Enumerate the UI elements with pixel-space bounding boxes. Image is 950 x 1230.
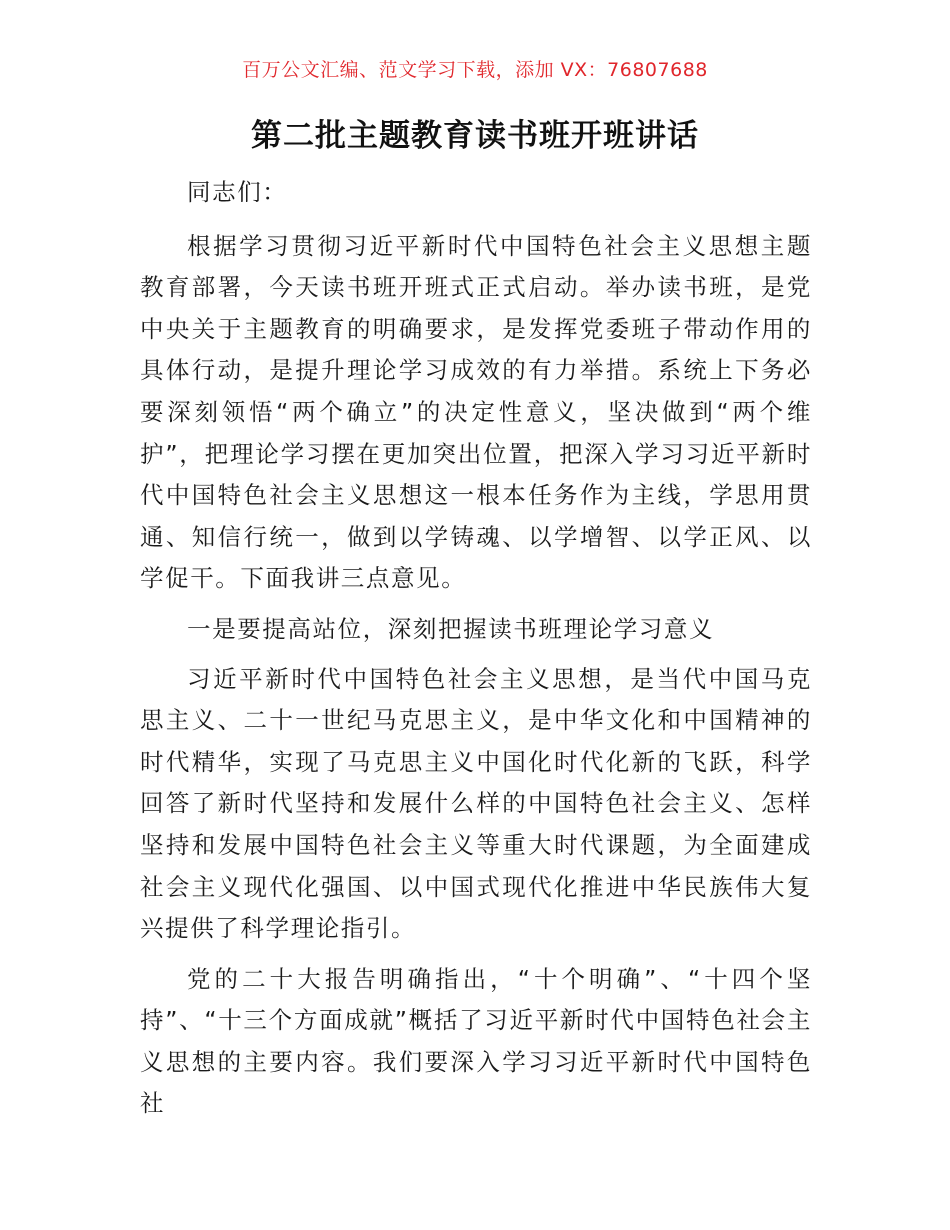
paragraph-theory: 习近平新时代中国特色社会主义思想，是当代中国马克思主义、二十一世纪马克思主义，是中华文化和中国精神的时代精华，实现了马克思主义中国化时代化新的飞跃，科学回答了新时代坚持和发展什么样的中国特色社会主义、怎样坚持和发展中国特色社会主义等重大时代课题，为全面建成社会主义现代化强国、以中国式现代化推进中华民族伟大复兴提供了科学理论指引。 [140, 664, 812, 943]
salutation: 同志们： [187, 178, 288, 206]
paragraph-intro: 根据学习贯彻习近平新时代中国特色社会主义思想主题教育部署，今天读书班开班式正式启动。举办读书班，是党中央关于主题教育的明确要求，是发挥党委班子带动作用的具体行动，是提升理论学习成效的有力举措。系统上下务必要深刻领悟“两个确立”的决定性意义，坚决做到“两个维护”，把理论学习摆在更加突出位置，把深入学习习近平新时代中国特色社会主义思想这一根本任务作为主线，学思用贯通、知信行统一，做到以学铸魂、以学增智、以学正风、以学促干。下面我讲三点意见。 [140, 231, 812, 593]
paragraph-report: 党的二十大报告明确指出，“十个明确”、“十四个坚持”、“十三个方面成就”概括了习近平新时代中国特色社会主义思想的主要内容。我们要深入学习习近平新时代中国特色社 [140, 964, 812, 1118]
document-body [140, 172, 812, 1134]
watermark-header: 百万公文汇编、范文学习下载，添加 VX：76807688 [242, 59, 708, 81]
page-title: 第二批主题教育读书班开班讲话 [251, 118, 699, 154]
section-heading-1: 一是要提高站位，深刻把握读书班理论学习意义 [187, 614, 715, 643]
